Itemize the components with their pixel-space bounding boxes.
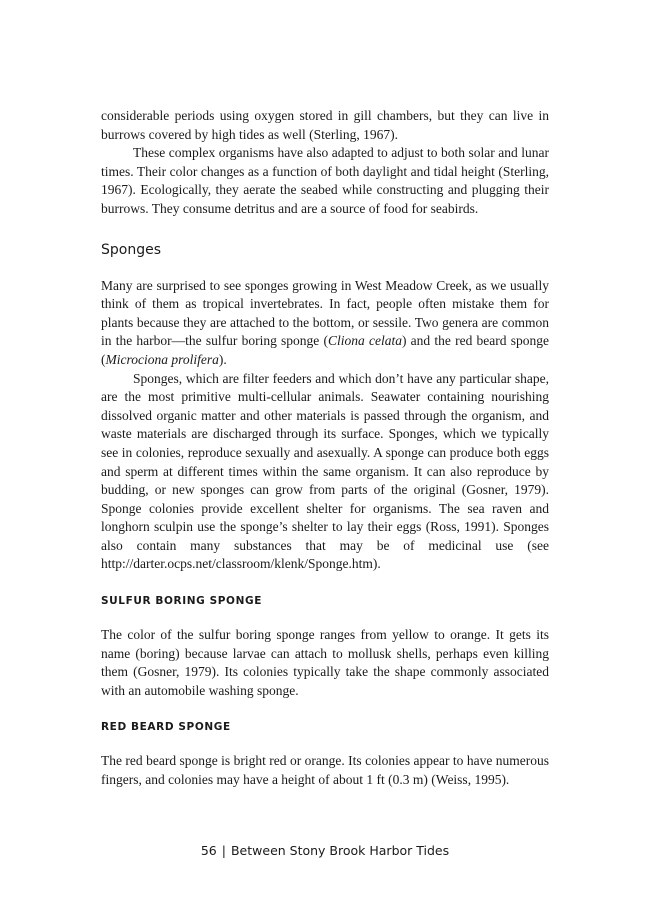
sponges-intro-text-c: ). [218,351,227,367]
running-title: Between Stony Brook Harbor Tides [230,843,450,858]
footer-separator: | [221,843,226,858]
species-name-cliona: Cliona celata [328,333,402,349]
paragraph-sponges-intro [101,277,549,370]
section-heading-sponges: Sponges [101,241,162,258]
subheading-sulfur-boring-sponge: SULFUR BORING SPONGE [101,595,262,608]
subheading-red-beard-sponge: RED BEARD SPONGE [101,721,231,734]
paragraph-gill-chambers: considerable periods using oxygen stored in gill chambers, but they can live in burrows covered by high tides as well (Sterling, 1967). [101,108,549,142]
paragraph-sponges-biology: Sponges, which are filter feeders and which don’t have any particular shape, are the most primitive multi-cellular animals. Seawater containing nourishing dissolved organic matter and other materials is passed through the organism, and waste materials are discharged through its surface. Sponges, which we typically see in colonies, reproduce sexually and asexually. A sponge can produce both eggs and sperm at different times within the same organism. It can also reproduce by budding, or new sponges can grow from parts of the original (Gosner, 1979). Sponge colonies provide excellent shelter for organisms. The sea raven and longhorn sculpin use the sponge’s shelter to lay their eggs (Ross, 1991). Sponges also contain many substances that may be of medicinal use (see http://darter.ocps.net/classroom/klenk/Sponge.htm). [101,370,549,572]
paragraph-red-beard-sponge: The red beard sponge is bright red or orange. Its colonies appear to have numerous fingers, and colonies may have a height of about 1 ft (0.3 m) (Weiss, 1995). [101,753,549,788]
paragraph-adaptation: These complex organisms have also adapted to adjust to both solar and lunar times. Their color changes as a function of both daylight and tidal height (Sterling, 1967). Ecologically, they aerate the seabed while constructing and plugging their burrows. They consume detritus and are a source of food for seabirds. [101,145,549,216]
sponges-intro-text-b: ) and the red beard sponge ( [101,333,549,367]
sponges-intro-text-a: Many are surprised to see sponges growing in West Meadow Creek, as we usually think of them as tropical invertebrates. In fact, people often mistake them for plants because they are attached to the bottom, or sessile. Two genera are common in the harbor—the sulfur boring sponge ( [101,277,549,349]
page-footer [0,843,650,858]
species-name-microciona: Microciona prolifera [105,351,219,367]
paragraph-sulfur-boring-sponge: The color of the sulfur boring sponge ranges from yellow to orange. It gets its name (boring) because larvae can attach to mollusk shells, perhaps even killing them (Gosner, 1979). Its colonies typically take the shape commonly associated with an automobile washing sponge. [101,627,549,698]
page-content [101,107,549,790]
page-number: 56 [200,843,217,858]
